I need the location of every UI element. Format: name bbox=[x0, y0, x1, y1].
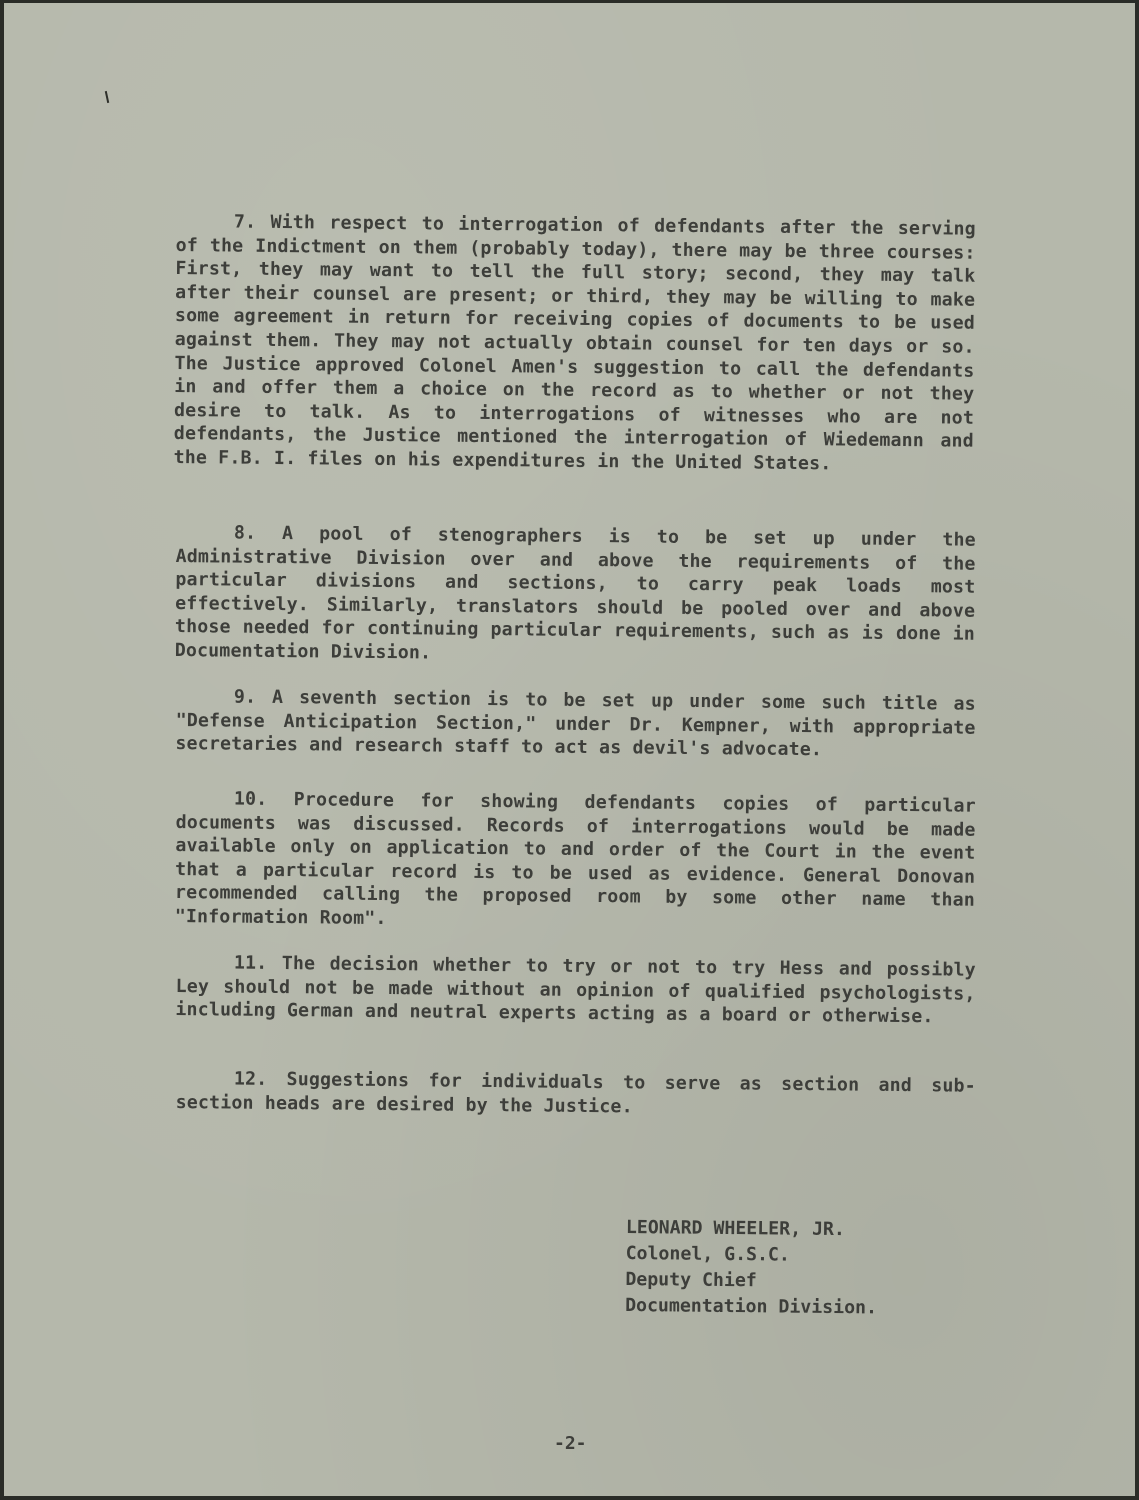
signature-title: Deputy Chief bbox=[625, 1268, 757, 1292]
paragraph-12 bbox=[176, 1067, 976, 1122]
paragraph-8 bbox=[175, 521, 976, 670]
paragraph-11 bbox=[175, 951, 976, 1029]
paragraph-text: With respect to interrogation of defendants after the serving of the Indictment on them (probably today), there may be three courses: First, they may want to tell the full story; second, they may talk after their counsel are present; or third, they may be willing to make some agreement in return for receiving copies of documents to be used against them. They may not actually obtain counsel for ten days or so. The Justice approved Colonel Amen's suggestion to call the defendants in and offer them a choice on the record as to whether or not they desire to talk. As to interrogations of witnesses who are not defendants, the Justice mentioned the interrogation of Wiedemann and the F.B. I. files on his expenditures in the United States. bbox=[173, 211, 976, 475]
signature-division: Documentation Division. bbox=[625, 1294, 878, 1319]
paragraph-number: 10. bbox=[233, 788, 268, 810]
paragraph-text: Procedure for showing defendants copies of particular documents was discussed. Records of interrogations would be made available only on application to and order of the Court in the event that a particular record is to be used as evidence. General Donovan recommended calling the proposed room by some other name than "Information Room". bbox=[174, 789, 976, 929]
paragraph-number: 8. bbox=[233, 522, 257, 544]
paragraph-number: 7. bbox=[233, 211, 257, 233]
signature-rank: Colonel, G.S.C. bbox=[625, 1242, 790, 1266]
paragraph-text: The decision whether to try or not to try Hess and possibly Ley should not be made without an opinion of qualified psychologists, including German and neutral experts acting as a board or otherwise. bbox=[175, 953, 976, 1028]
paragraph-9 bbox=[175, 685, 976, 763]
paragraph-text: A seventh section is to be set up under some such title as "Defense Anticipation Section," under Dr. Kempner, with appropriate secretaries and research staff to act as devil's advocate. bbox=[175, 686, 976, 761]
paragraph-7 bbox=[174, 210, 976, 477]
paragraph-10 bbox=[175, 787, 976, 936]
paragraph-number: 12. bbox=[233, 1068, 268, 1090]
paragraph-text: Suggestions for individuals to serve as section and sub-section heads are desired by the Justice. bbox=[175, 1069, 976, 1117]
margin-mark bbox=[105, 91, 109, 103]
page-number: -2- bbox=[554, 1433, 587, 1454]
paragraph-number: 9. bbox=[233, 686, 257, 708]
signature-block bbox=[625, 1215, 878, 1321]
paragraph-text: A pool of stenographers is to be set up under the Administrative Division over and above the requirements of the particular divisions and sections, to carry peak loads most effectively. Similarly, translators should be pooled over and above those needed for continuing particular requirements, such as is done in Documentation Division. bbox=[174, 523, 976, 664]
signature-name: LEONARD WHEELER, JR. bbox=[625, 1216, 845, 1241]
paragraph-number: 11. bbox=[233, 952, 268, 974]
